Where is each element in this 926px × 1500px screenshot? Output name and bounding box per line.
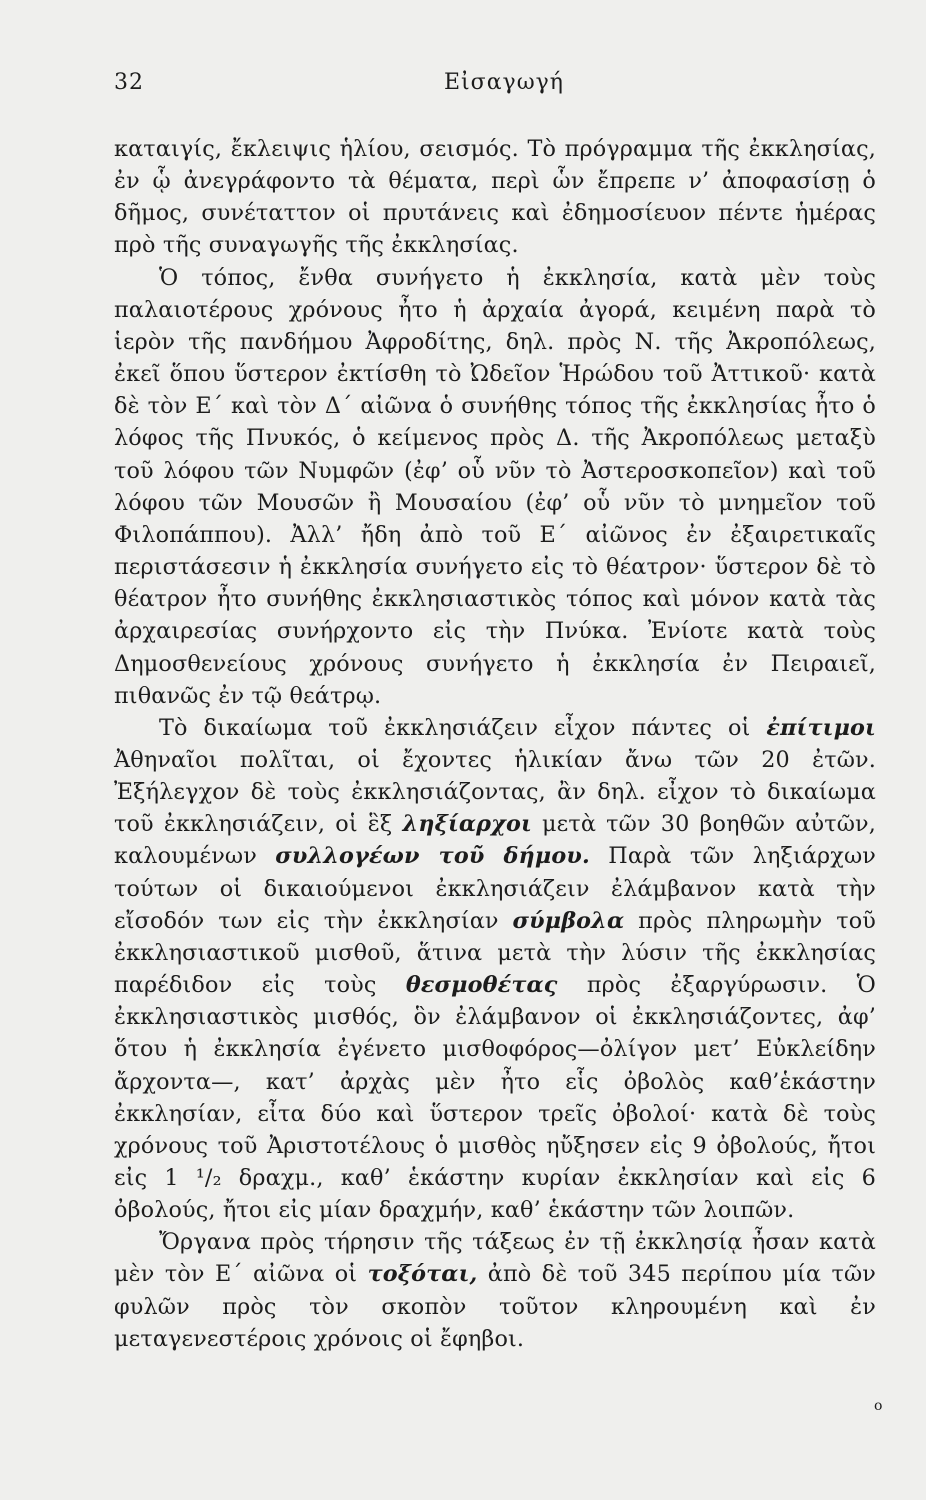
paragraph-3-text-b: Ἀθηναῖοι πολῖται, οἱ ἔχοντες ἡλικίαν ἄνω τῶν 20 ἐτῶν. Ἐξήλεγχον δὲ τοὺς ἐκκλησιάζοντας, ἂν δηλ. εἶχον τὸ δικαίωμα τοῦ ἐκκλησιάζειν, οἱ ἓξ <box>114 746 876 838</box>
term-symbola: σύμβολα <box>512 907 625 934</box>
page-number: 32 <box>114 70 144 95</box>
paragraph-3 <box>114 712 876 1227</box>
term-thesmothetas: θεσμοθέτας <box>405 972 558 999</box>
print-mark: o <box>874 1398 883 1414</box>
paragraph-2-text: Ὁ τόπος, ἔνθα συνήγετο ἡ ἐκκλησία, κατὰ μὲν τοὺς παλαιοτέρους χρόνους ἦτο ἡ ἀρχαία ἀγορά, κειμένη παρὰ τὸ ἱερὸν τῆς πανδήμου Ἀφροδίτης, δηλ. πρὸς Ν. τῆς Ἀκροπόλεως, ἐκεῖ ὅπου ὕστερον ἐκτίσθη τὸ Ὠδεῖον Ἡρώδου τοῦ Ἀττικοῦ· κατὰ δὲ τὸν Ε΄ καὶ τὸν Δ΄ αἰῶνα ὁ συνήθης τόπος τῆς ἐκκλησίας ἦτο ὁ λόφος τῆς Πνυκός, ὁ κείμενος πρὸς Δ. τῆς Ἀκροπόλεως μεταξὺ τοῦ λόφου τῶν Νυμφῶν (ἐφ’ οὗ νῦν τὸ Ἀστεροσκοπεῖον) καὶ τοῦ λόφου τῶν Μουσῶν ἢ Μουσαίου (ἐφ’ οὗ νῦν τὸ μνημεῖον τοῦ Φιλοπάππου). Ἀλλ’ ἤδη ἀπὸ τοῦ Ε΄ αἰῶνος ἐν ἐξαιρετικαῖς περιστάσεσιν ἡ ἐκκλησία συνήγετο εἰς τὸ θέατρον· ὕστερον δὲ τὸ θέατρον ἦτο συνήθης ἐκκλησιαστικὸς τόπος καὶ μόνον κατὰ τὰς ἀρχαιρεσίας συνήρχοντο εἰς τὴν Πνύκα. Ἐνίοτε κατὰ τοὺς Δημοσθενείους χρόνους συνήγετο ἡ ἐκκλησία ἐν Πειραιεῖ, πιθανῶς ἐν τῷ θεάτρῳ. <box>114 264 876 709</box>
paragraph-1-text: καταιγίς, ἔκλειψις ἡλίου, σεισμός. Τὸ πρόγραμμα τῆς ἐκκλησίας, ἐν ᾧ ἀνεγράφοντο τὰ θέματα, περὶ ὧν ἔπρεπε ν’ ἀποφασίσῃ ὁ δῆμος, συνέταττον οἱ πρυτάνεις καὶ ἐδημοσίευον πέντε ἡμέρας πρὸ τῆς συναγωγῆς τῆς ἐκκλησίας. <box>114 136 876 259</box>
paragraph-3-text-d: Παρὰ τῶν ληξιάρχων τούτων οἱ δικαιούμενοι ἐκκλησιάζειν ἐλάμβανον κατὰ τὴν εἴσοδόν των εἰς τὴν ἐκκλησίαν <box>114 843 876 934</box>
term-epitimoi: ἐπίτιμοι <box>766 714 876 741</box>
paragraph-2 <box>114 262 876 712</box>
running-head <box>114 70 814 102</box>
paragraph-3-text-f: πρὸς ἐξαργύρωσιν. Ὁ ἐκκλησιαστικὸς μισθός, ὃν ἐλάμβανον οἱ ἐκκλησιάζοντες, ἀφ’ ὅτου ἡ ἐκκλησία ἐγένετο μισθοφόρος—ὀλίγον μετ’ Εὐκλείδην ἄρχοντα—, κατ’ ἀρχὰς μὲν ἦτο εἷς ὀβολὸς καθ’ἑκάστην ἐκκλησίαν, εἶτα δύο καὶ ὕστερον τρεῖς ὀβολοί· κατὰ δὲ τοὺς χρόνους τοῦ Ἀριστοτέλους ὁ μισθὸς ηὔξησεν εἰς 9 ὀβολούς, ἤτοι εἰς 1 ¹/₂ δραχμ., καθ’ ἑκάστην κυρίαν ἐκκλησίαν καὶ εἰς 6 ὀβολούς, ἤτοι εἰς μίαν δραχμήν, καθ’ ἑκάστην τῶν λοιπῶν. <box>114 972 876 1224</box>
paragraph-4 <box>114 1226 876 1355</box>
term-toxotai: τοξόται, <box>367 1261 478 1288</box>
paragraph-3-text-e: πρὸς πληρωμὴν τοῦ ἐκκλησιαστικοῦ μισθοῦ, ἅτινα μετὰ τὴν λύσιν τῆς ἐκκλησίας παρέδιδον εἰς τοὺς <box>114 907 877 999</box>
body-text <box>114 133 876 1355</box>
running-title: Εἰσαγωγή <box>444 70 564 95</box>
term-lexiarchoi: ληξίαρχοι <box>402 811 532 838</box>
paragraph-4-text-a: Ὄργανα πρὸς τήρησιν τῆς τάξεως ἐν τῇ ἐκκλησίᾳ ἦσαν κατὰ μὲν τὸν Ε΄ αἰῶνα οἱ <box>114 1229 876 1288</box>
paragraph-4-text-b: ἀπὸ δὲ τοῦ 345 περίπου μία τῶν φυλῶν πρὸς τὸν σκοπὸν τοῦτον κληρουμένη καὶ ἐν μεταγενεστέροις χρόνοις οἱ ἔφηβοι. <box>114 1261 876 1352</box>
term-syllogeon-tou-demou: συλλογέων τοῦ δήμου. <box>275 843 590 870</box>
paragraph-1 <box>114 133 876 262</box>
paragraph-3-text-a: Τὸ δικαίωμα τοῦ ἐκκλησιάζειν εἶχον πάντες οἱ <box>159 714 767 741</box>
paragraph-3-text-c: μετὰ τῶν 30 βοηθῶν αὐτῶν, καλουμένων <box>114 811 876 870</box>
